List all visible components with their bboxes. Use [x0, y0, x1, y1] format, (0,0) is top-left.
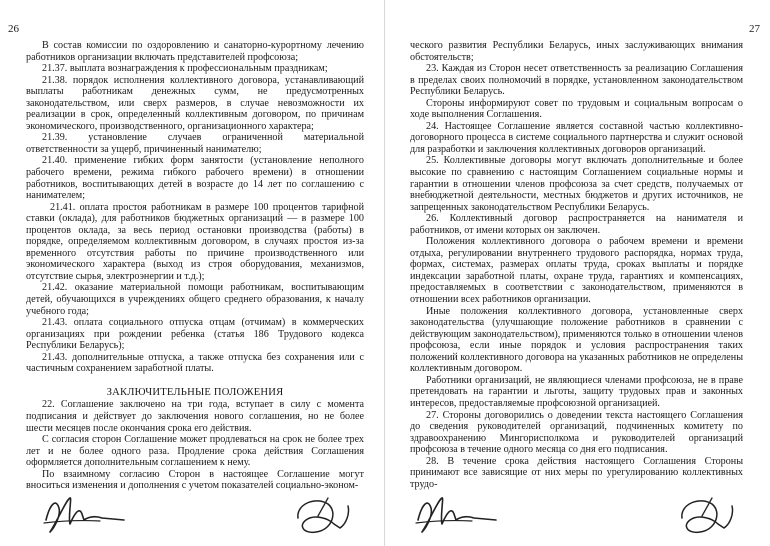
paragraph: 21.39. установление случаев ограниченной материальной ответственности за ущерб, причиненный нанимателю;: [26, 132, 364, 155]
paragraph: 26. Коллективный договор распространяется на нанимателя и работников, от имени которых он заключен.: [410, 213, 743, 236]
paragraph: 21.41. оплата простоя работникам в размере 100 процентов тарифной ставки (оклада), для работников бюджетных организаций — в размере 100 процентов оклада, за весь период остановки производства (работы) в порядке, определяемом коллективным договором, в случаях простоя из-за временного отсутствия работы по причине производственного или экономического характера (выход из строя оборудования, механизмов, отсутствие сырья, электроэнергии и т.д.);: [26, 201, 364, 282]
paragraph: 25. Коллективные договоры могут включать дополнительные и более высокие по сравнению с настоящим Соглашением социальные нормы и гарантии в отношении членов профсоюза за счет средств, получаемых от внебюджетной деятельности, местных бюджетов и других источников, не запрещенных законодательством Республики Беларусь.: [410, 155, 743, 213]
signature-right-left-page-icon: [288, 490, 358, 540]
paragraph: По взаимному согласию Сторон в настоящее Соглашение могут вноситься изменения и дополнения с учетом показателей социально-эконом-: [26, 468, 364, 492]
left-page-text: [26, 40, 364, 492]
paragraph: С согласия сторон Соглашение может продлеваться на срок не более трех лет и не более одного раза. Продление срока действия Соглашения оформляется дополнительным соглашением к нему.: [26, 434, 364, 469]
signature-left-icon: [40, 490, 130, 538]
paragraph: Стороны информируют совет по трудовым и социальным вопросам о ходе выполнения Соглашения.: [410, 97, 743, 121]
paragraph-continuation: ческого развития Республики Беларусь, иных заслуживающих внимания обстоятельств;: [410, 40, 743, 63]
paragraph: Положения коллективного договора о рабочем времени и времени отдыха, регулировании внутреннего трудового распорядка, нормах труда, формах, системах, размерах оплаты труда, сроках выплаты и порядке индексации заработной платы, охране труда, гарантиях и компенсациях, предоставляемых в соответствии с законодательством, применяются в отношении всех работников организации.: [410, 236, 743, 306]
paragraph: 21.37. выплата вознаграждения к профессиональным праздникам;: [42, 63, 328, 75]
page-number-left: 26: [8, 23, 19, 35]
paragraph: 24. Настоящее Соглашение является составной частью коллективно-договорного процесса в системе социального партнерства и служит основой для разработки и заключения коллективных договоров организаций.: [410, 120, 743, 155]
paragraph: 22. Соглашение заключено на три года, вступает в силу с момента подписания и действует до заключения нового соглашения, но не более шести месяцев после окончания срока его действия.: [26, 399, 364, 434]
right-page-text: [410, 40, 743, 490]
paragraph: 21.43. дополнительные отпуска, а также отпуска без сохранения или с частичным сохранением заработной платы.: [26, 351, 364, 375]
section-heading: ЗАКЛЮЧИТЕЛЬНЫЕ ПОЛОЖЕНИЯ: [106, 386, 284, 398]
page-number-right: 27: [749, 23, 760, 35]
paragraph: 21.43. оплата социального отпуска отцам (отчимам) в коммерческих организациях при рождении ребенка (статья 186 Трудового кодекса Республики Беларусь);: [26, 317, 364, 352]
paragraph: 23. Каждая из Сторон несет ответственность за реализацию Соглашения в пределах своих полномочий в порядке, установленном законодательством Республики Беларусь.: [410, 63, 743, 98]
signature-left-right-page-icon: [412, 490, 502, 538]
signature-right-icon: [672, 490, 742, 540]
paragraph: 28. В течение срока действия настоящего Соглашения Стороны принимают все зависящие от них меры по урегулированию коллективных трудо-: [410, 455, 743, 490]
paragraph: Работники организаций, не являющиеся членами профсоюза, не в праве претендовать на гарантии и льготы, защиту трудовых прав и законных интересов, предоставляемые профсоюзной организацией.: [410, 374, 743, 409]
paragraph: В состав комиссии по оздоровлению и санаторно-курортному лечению работников организации включать представителей профсоюза;: [26, 40, 364, 63]
paragraph: Иные положения коллективного договора, установленные сверх законодательства (улучшающие положение работников в сравнении с действующим законодательством), применяются только в отношении членов профсоюза, если иные порядок и условия распространения таких положений коллективного договора на указанных работников не определены коллективным договором.: [410, 305, 743, 375]
paragraph: 21.40. применение гибких форм занятости (установление неполного рабочего времени, режима гибкого рабочего времени) в отношении работников, воспитывающих детей в возрасте до 14 лет по соглашению с нанимателем;: [26, 155, 364, 202]
paragraph: 21.42. оказание материальной помощи работникам, воспитывающим детей, обучающихся в учреждениях общего среднего образования, к началу учебного года;: [26, 282, 364, 317]
paragraph: 21.38. порядок исполнения коллективного договора, устанавливающий выплаты работникам денежных сумм, не предусмотренных законодательством, или сверх размеров, в случае невозможности их реализации в срок, определенный коллективным договором, по причинам экономического, производственного, организационного характера;: [26, 74, 364, 132]
paragraph: 27. Стороны договорились о доведении текста настоящего Соглашения до сведения руководителей организаций, подчиненных комитету по здравоохранению Мингорисполкома и руководителей организаций профсоюза в течение одного месяца со дня его подписания.: [410, 409, 743, 456]
